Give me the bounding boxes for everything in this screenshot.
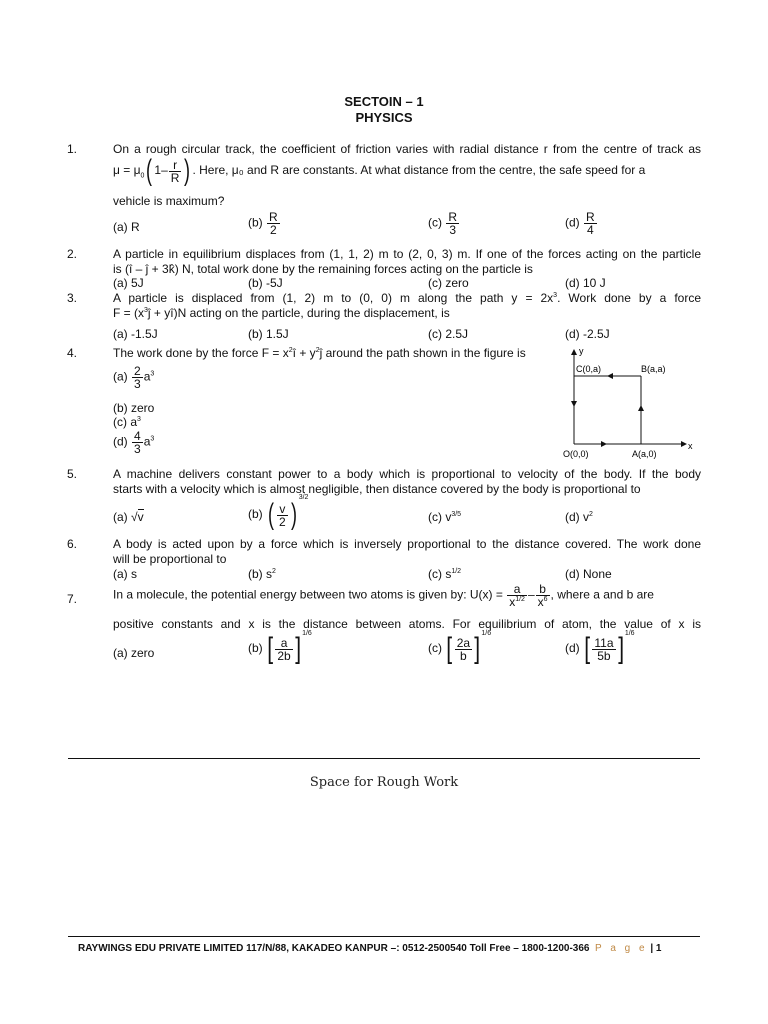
question-text: In a molecule, the potential energy between two atoms is given by: U(x) = bbox=[113, 587, 503, 602]
option-d: (d) $\frac{4}{3}$ $a^3$ bbox=[113, 429, 155, 456]
point-c-label: C(0,a) bbox=[576, 364, 602, 374]
option-d: (d) -2.5J bbox=[565, 327, 610, 341]
question-number: 4. bbox=[67, 346, 78, 360]
rough-work-label: Space for Rough Work bbox=[309, 775, 459, 790]
option-b: (b) zero bbox=[113, 401, 155, 415]
option-c: (c) $\frac{R}{3}$ bbox=[428, 210, 458, 237]
y-label: y bbox=[579, 346, 584, 356]
fraction-r-over-R: $\frac{r}{R}$ bbox=[170, 157, 180, 185]
option-d: (d) $v^2$ bbox=[565, 510, 593, 524]
question-text: A machine delivers constant power to a body which is proportional to velocity of the body. If the body bbox=[113, 467, 701, 481]
section-title: SECTOIN – 1 bbox=[344, 94, 424, 109]
option-a: (a) -1.5J bbox=[113, 327, 158, 341]
option-b: (b) [ $\frac{a}{2b}$ ]$^{1/6}$ bbox=[248, 630, 312, 665]
option-a: (a) s bbox=[113, 567, 137, 581]
question-number: 3. bbox=[67, 291, 78, 305]
question-text: On a rough circular track, the coefficient of friction varies with radial distance r from the centre of track as bbox=[113, 142, 701, 156]
option-b: (b) -5J bbox=[248, 276, 283, 290]
option-c: (c) $a^3$ bbox=[113, 415, 141, 429]
path-figure bbox=[560, 342, 700, 462]
rough-work-divider bbox=[68, 758, 700, 759]
footer-address: RAYWINGS EDU PRIVATE LIMITED 117/N/88, KAKADEO KANPUR –: 0512-2500540 Toll Free – 1800-1200-366 bbox=[78, 943, 590, 954]
option-b: (b) $s^2$ bbox=[248, 567, 276, 581]
page-number: | 1 bbox=[650, 943, 662, 954]
question-number: 7. bbox=[67, 592, 78, 606]
question-text: vehicle is maximum? bbox=[113, 194, 225, 208]
question-number: 1. bbox=[67, 142, 78, 156]
option-a: (a) 5J bbox=[113, 276, 144, 290]
fraction-b-over-x: $\frac{b}{x^6}$ bbox=[537, 582, 548, 609]
option-c: (c) $v^{3/5}$ bbox=[428, 510, 462, 524]
option-c: (c) [ $\frac{2a}{b}$ ]$^{1/6}$ bbox=[428, 630, 492, 665]
right-paren: ) bbox=[184, 154, 191, 187]
mu-expression: $\mu = \mu_0$ bbox=[113, 163, 145, 180]
question-text: . Here, μ₀ and R are constants. At what distance from the centre, the safe speed for a bbox=[192, 163, 646, 178]
question-text: will be proportional to bbox=[113, 552, 227, 566]
option-a: (a) R bbox=[113, 220, 140, 234]
question-number: 6. bbox=[67, 537, 78, 551]
question-formula-line: In a molecule, the potential energy between two atoms is given by: U(x) = $\frac{a}{x^{1/2}}$ – $\frac{b}{x^6}$ , where a and b are bbox=[113, 582, 654, 609]
question-number: 2. bbox=[67, 247, 78, 261]
point-b-label: B(a,a) bbox=[641, 364, 666, 374]
question-text: The work done by the force $F = x^2î$ + $y^2ĵ$ around the path shown in the figure is bbox=[113, 346, 526, 360]
question-text: starts with a velocity which is almost negligible, then distance covered by the body is proportional to bbox=[113, 482, 641, 496]
question-text: A body is acted upon by a force which is inversely proportional to the distance covered. The work done bbox=[113, 537, 701, 551]
footer bbox=[78, 943, 661, 954]
option-c: (c) $s^{1/2}$ bbox=[428, 567, 462, 581]
subject-title: PHYSICS bbox=[355, 110, 413, 125]
one-minus: 1– bbox=[154, 163, 168, 178]
question-text: positive constants and x is the distance between atoms. For equilibrium of atom, the value of x is bbox=[113, 617, 701, 631]
question-text: is (î – ĵ + 3k̂) N, total work done by the remaining forces acting on the particle is bbox=[113, 262, 533, 276]
option-d: (d) $\frac{R}{4}$ bbox=[565, 210, 595, 237]
point-o-label: O(0,0) bbox=[563, 449, 589, 459]
question-formula-line bbox=[113, 156, 701, 186]
option-b: (b) ( $\frac{v}{2}$ )$^{3/2}$ bbox=[248, 494, 309, 531]
option-a: (a) zero bbox=[113, 646, 155, 660]
option-b: (b) $\frac{R}{2}$ bbox=[248, 210, 278, 237]
option-b: (b) 1.5J bbox=[248, 327, 289, 341]
footer-divider bbox=[68, 936, 700, 937]
option-d: (d) None bbox=[565, 567, 612, 581]
question-number: 5. bbox=[67, 467, 78, 481]
left-paren: ( bbox=[146, 154, 153, 187]
question-text: , where a and b are bbox=[550, 587, 654, 602]
option-c: (c) zero bbox=[428, 276, 469, 290]
option-c: (c) 2.5J bbox=[428, 327, 469, 341]
option-a: (a) $\frac{2}{3}$ $a^3$ bbox=[113, 364, 155, 391]
option-d: (d) [ $\frac{11a}{5b}$ ]$^{1/6}$ bbox=[565, 630, 635, 665]
fraction-a-over-x: $\frac{a}{x^{1/2}}$ bbox=[509, 582, 525, 609]
question-text: A particle is displaced from (1, 2) m to (0, 0) m along the path $y = 2x^3$. Work done by a force bbox=[113, 291, 701, 305]
question-text: A particle in equilibrium displaces from (1, 1, 2) m to (2, 0, 3) m. If one of the forces acting on the particle bbox=[113, 247, 701, 261]
option-a: (a) √v bbox=[113, 510, 144, 524]
x-label: x bbox=[688, 441, 693, 451]
point-a-label: A(a,0) bbox=[632, 449, 657, 459]
option-d: (d) 10 J bbox=[565, 276, 606, 290]
page-label: P a g e bbox=[595, 943, 648, 954]
question-text: $F = (x^3ĵ$ + yî)N acting on the particle, during the displacement, is bbox=[113, 306, 450, 320]
